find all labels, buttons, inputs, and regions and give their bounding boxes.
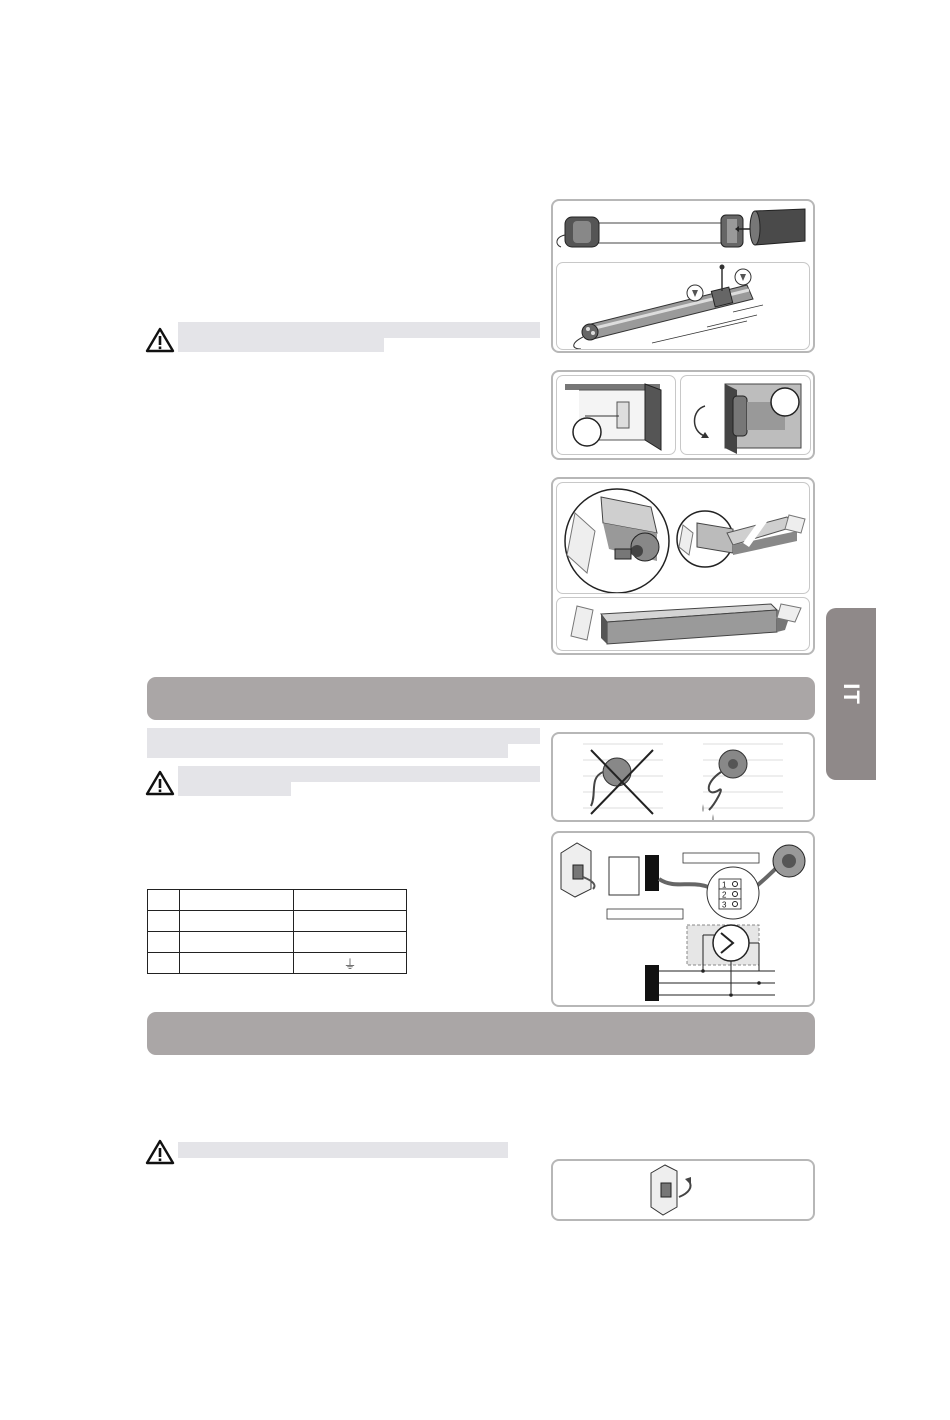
terminal-label-1: 1: [722, 880, 727, 890]
figure-panel-brackets: [551, 370, 815, 460]
subheading-highlight-b: [147, 744, 508, 758]
figure-panel-box-install: [551, 477, 815, 655]
subheading-highlight-a: [147, 728, 540, 744]
bracket-left-illustration: [557, 376, 676, 455]
table-cell: [294, 932, 407, 953]
table-cell: [294, 911, 407, 932]
table-cell: [148, 932, 180, 953]
figure-panel-breaker: [551, 1159, 815, 1221]
figure-subpanel-box-detail: [556, 482, 810, 594]
breaker-illustration: [553, 1161, 813, 1219]
cable-drip-illustration: [553, 734, 813, 820]
ground-symbol-icon: ⏚: [294, 953, 407, 974]
table-cell: [180, 890, 294, 911]
wiring-diagram: [553, 833, 813, 1005]
box-detail-illustration: [557, 483, 810, 594]
figure-subpanel-box-overview: [556, 597, 810, 651]
table-cell: [180, 932, 294, 953]
language-tab-label: IT: [839, 683, 864, 705]
table-cell: [148, 890, 180, 911]
table-row: [148, 890, 407, 911]
table-cell: [294, 890, 407, 911]
table-cell: [148, 911, 180, 932]
motor-in-tube-illustration: [557, 263, 810, 350]
table-cell: [180, 953, 294, 974]
bracket-right-illustration: [681, 376, 811, 455]
table-cell: [180, 911, 294, 932]
language-tab: [826, 608, 876, 780]
warning-highlight-2a: [178, 766, 540, 782]
figure-panel-wiring: [551, 831, 815, 1007]
table-row: [148, 953, 407, 974]
figure-subpanel-bracket-right: [680, 375, 811, 455]
table-cell: [148, 953, 180, 974]
table-row: [148, 911, 407, 932]
figure-subpanel-bracket-left: [556, 375, 676, 455]
box-overview-illustration: [557, 598, 810, 651]
section-header-bar-2: [147, 1012, 815, 1055]
warning-highlight-3: [178, 1142, 508, 1158]
warning-highlight-1a: [178, 322, 540, 338]
warning-highlight-1b: [178, 338, 384, 352]
section-header-bar-1: [147, 677, 815, 720]
warning-triangle-icon: [145, 327, 175, 353]
warning-highlight-2b: [178, 782, 291, 796]
warning-triangle-icon: [145, 770, 175, 796]
figure-subpanel-motor-in-tube: [556, 262, 810, 350]
terminal-label-3: 3: [722, 900, 727, 910]
terminal-label-2: 2: [722, 890, 727, 900]
warning-triangle-icon: [145, 1139, 175, 1165]
table-row: [148, 932, 407, 953]
figure-panel-tube-assembly: [551, 199, 815, 353]
wiring-table: [147, 889, 407, 974]
figure-panel-cable-drip: [551, 732, 815, 822]
